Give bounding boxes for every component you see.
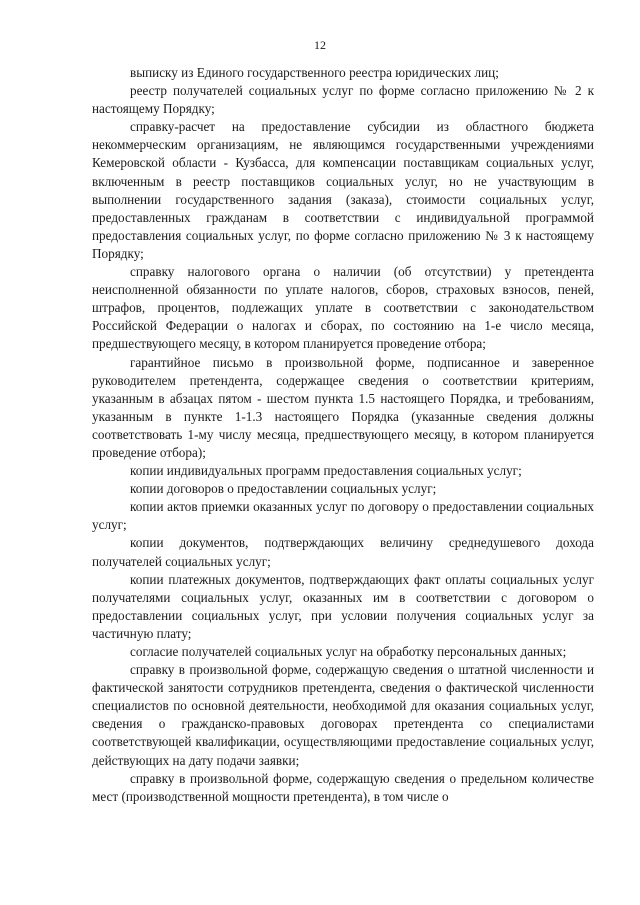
page-number: 12 xyxy=(314,38,326,52)
paragraph-12: справку в произвольной форме, содержащую сведения о штатной численности и фактической занятости сотрудников претендента, сведения о фактической численности специалистов по основной деятельности, необходимой для оказания социальных услуг, сведения о гражданско-правовых договорах претендента со специалистами соответствующей квалификации, осуществляющими предоставление социальных услуг, действующих на дату подачи заявки; xyxy=(92,662,594,768)
paragraph-13: справку в произвольной форме, содержащую сведения о предельном количестве мест (производственной мощности претендента), в том числе о xyxy=(92,770,594,804)
paragraph-8: копии актов приемки оказанных услуг по договору о предоставлении социальных услуг; xyxy=(92,499,594,533)
paragraph-10: копии платежных документов, подтверждающих факт оплаты социальных услуг получателями социальных услуг, оказанных им в соответствии с договором о предоставлении социальных услуг, при условии получения социальных услуг за частичную плату; xyxy=(92,571,594,641)
paragraph-11: согласие получателей социальных услуг на обработку персональных данных; xyxy=(130,644,567,659)
paragraph-9: копии документов, подтверждающих величину среднедушевого дохода получателей социальных услуг; xyxy=(92,535,594,569)
paragraph-2: реестр получателей социальных услуг по форме согласно приложению № 2 к настоящему Порядку; xyxy=(92,83,594,117)
paragraph-1: выписку из Единого государственного реестра юридических лиц; xyxy=(130,65,499,80)
paragraph-7: копии договоров о предоставлении социальных услуг; xyxy=(130,481,437,497)
paragraph-4: справку налогового органа о наличии (об отсутствии) у претендента неисполненной обязанности по уплате налогов, сборов, страховых взносов, пеней, штрафов, процентов, подлежащих уплате в соответствии с законодательством Российской Федерации о налогах и сборах, по состоянию на 1-е число месяца, предшествующего месяцу, в котором планируется проведение отбора; xyxy=(92,264,594,352)
document-body xyxy=(92,64,594,806)
paragraph-3: справку-расчет на предоставление субсидии из областного бюджета некоммерческим организациям, не являющимся государственными учреждениями Кемеровской области - Кузбасса, для компенсации поставщикам социальных услуг, включенным в реестр поставщиков социальных услуг, но не участвующим в выполнении государственного задания (заказа), стоимости социальных услуг, предоставленных гражданам в соответствии с индивидуальной программой предоставления социальных услуг, по форме согласно приложению № 3 к настоящему Порядку; xyxy=(92,119,594,261)
paragraph-6: копии индивидуальных программ предоставления социальных услуг; xyxy=(130,463,522,479)
paragraph-5: гарантийное письмо в произвольной форме, подписанное и заверенное руководителем претендента, содержащее сведения о соответствии критериям, указанным в абзацах пятом - шестом пункта 1.5 настоящего Порядка, и требованиям, указанным в пункте 1-1.3 настоящего Порядка (указанные сведения должны соответствовать 1-му числу месяца, предшествующего месяцу, в котором планируется проведение отбора); xyxy=(92,354,594,460)
